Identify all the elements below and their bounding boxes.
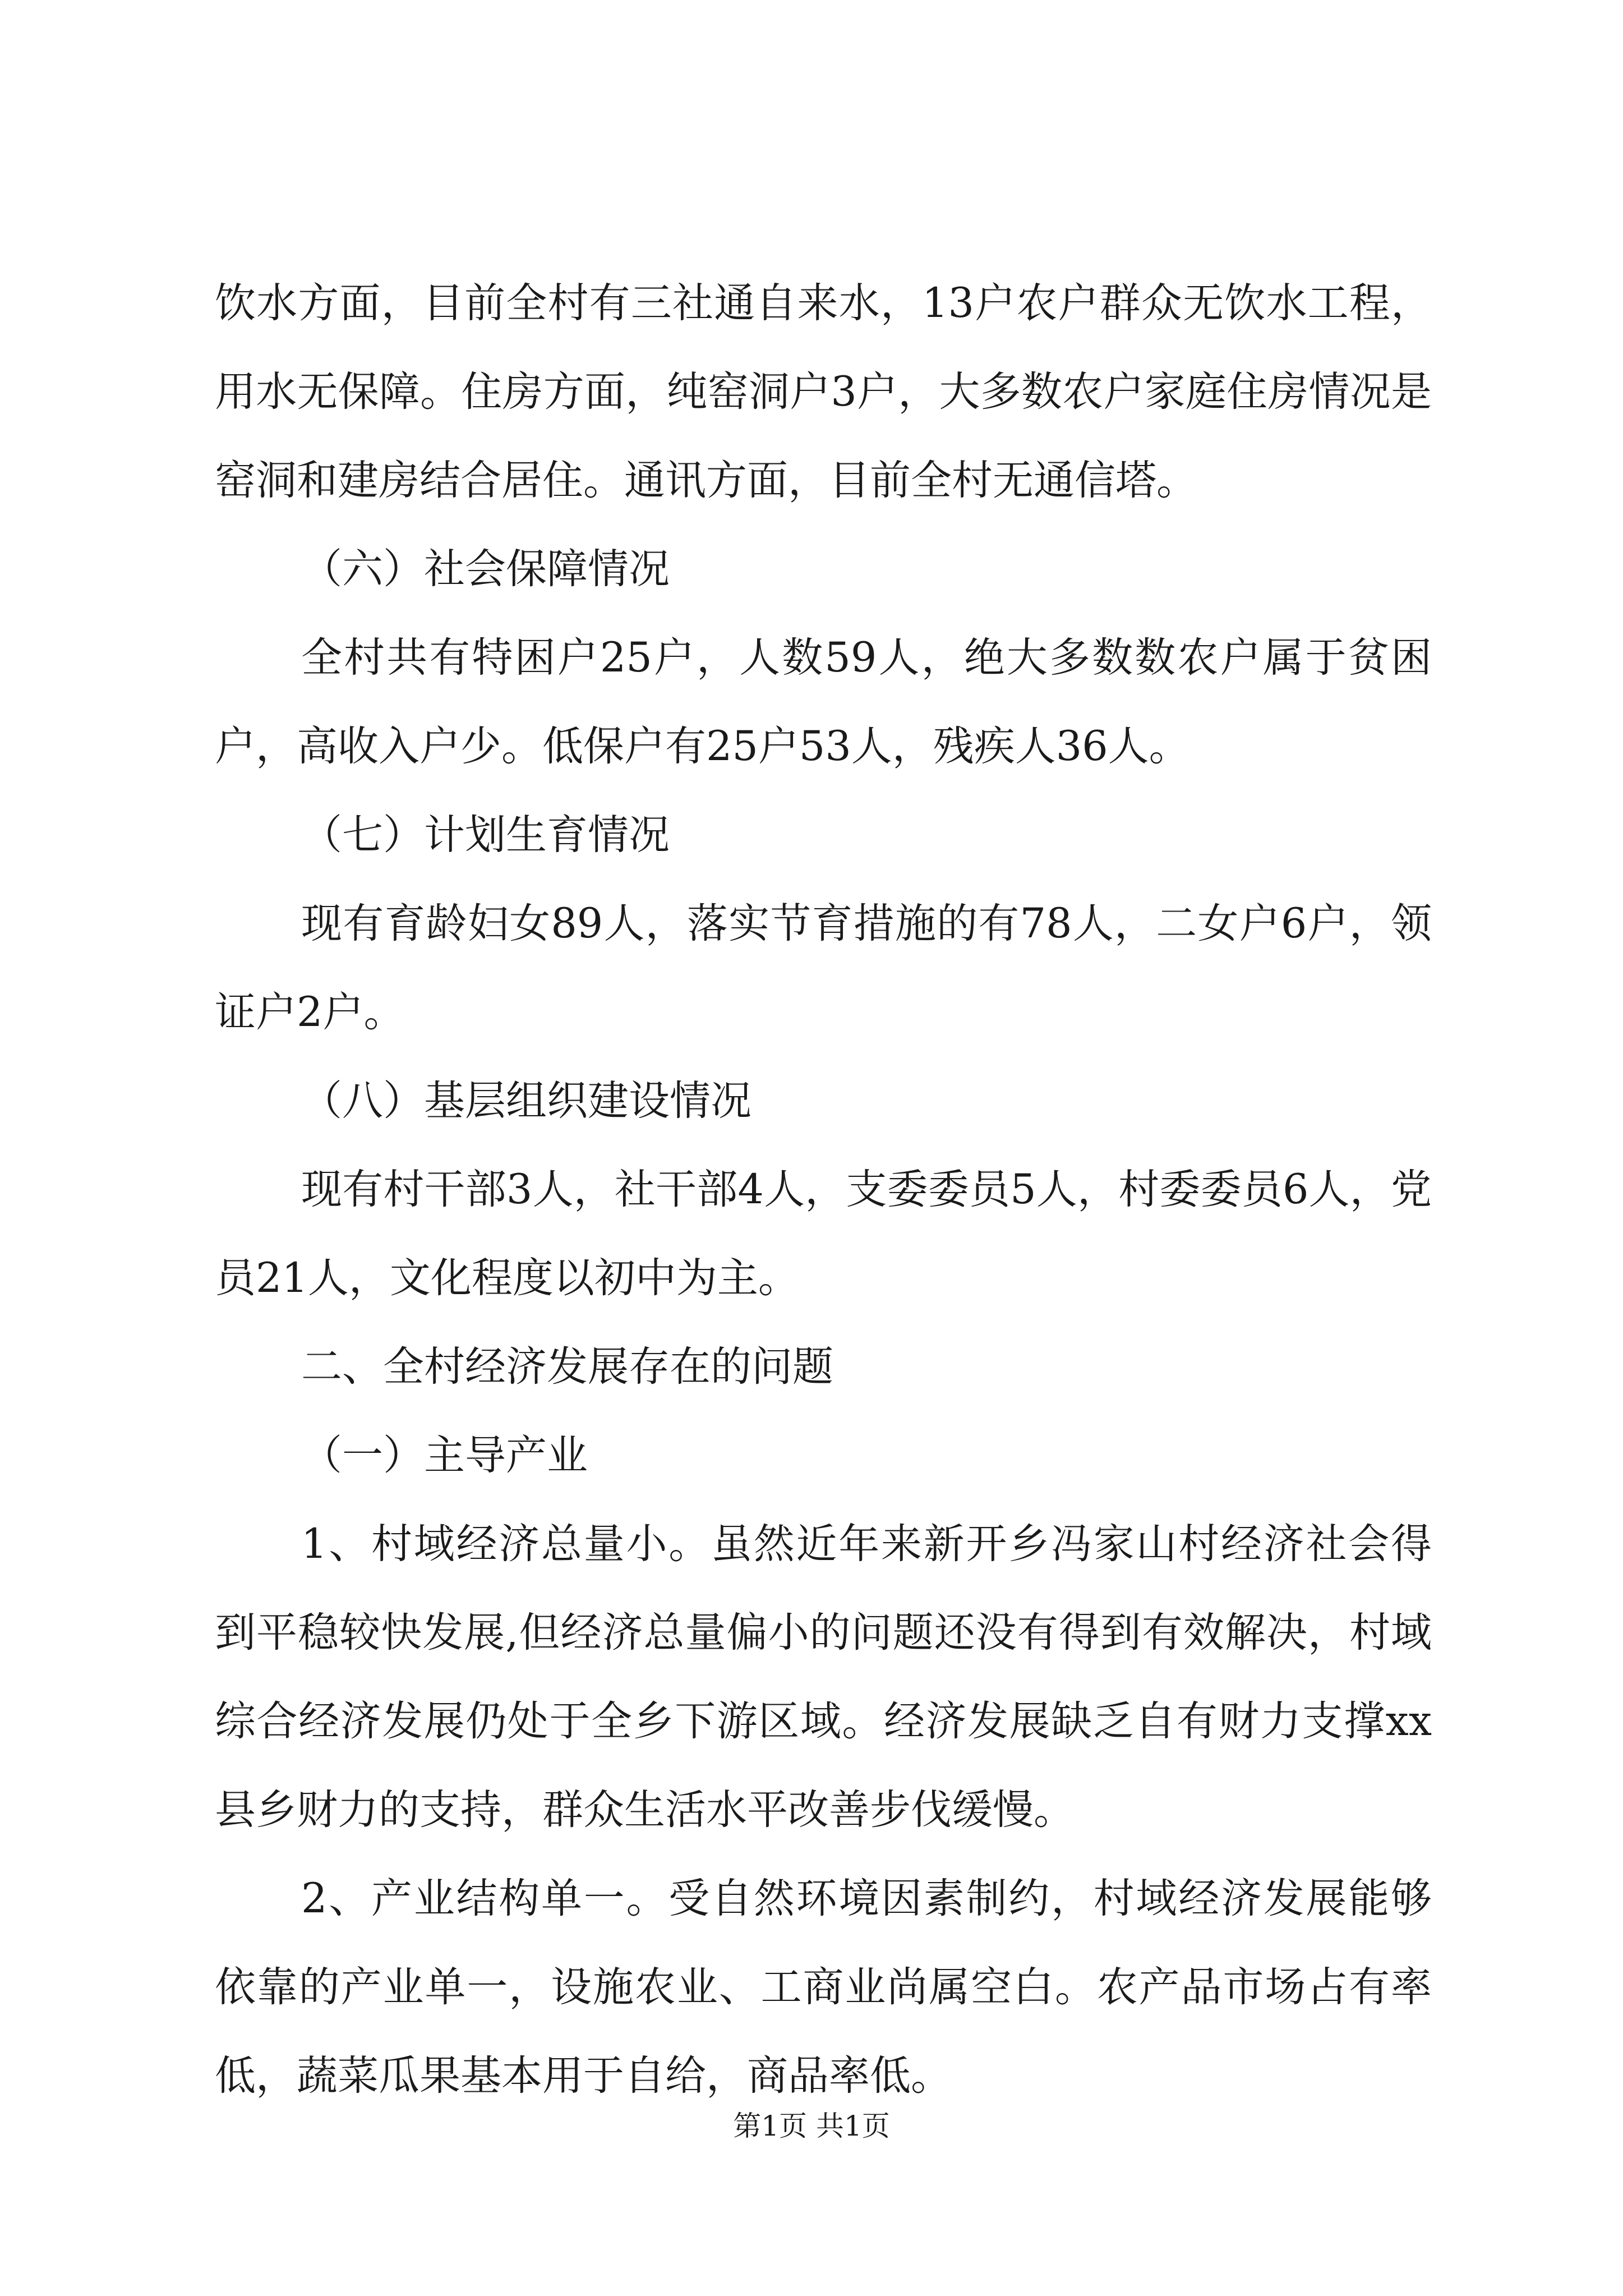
page-footer: 第1页 共1页 <box>733 2110 890 2142</box>
paragraph-water-housing-telecom: 饮水方面，目前全村有三社通自来水，13户农户群众无饮水工程，用水无保障。住房方面，纯窑洞户3户，大多数农户家庭住房情况是窑洞和建房结合居住。通讯方面，目前全村无通信塔。 <box>215 279 1432 504</box>
paragraph-social-security: 全村共有特困户25户，人数59人，绝大多数数农户属于贫困户，高收入户少。低保户有25户53人，残疾人36人。 <box>215 634 1432 770</box>
heading-family-planning: （七）计划生育情况 <box>301 811 670 859</box>
heading-grassroots-organization: （八）基层组织建设情况 <box>301 1077 751 1125</box>
paragraph-industry-structure: 2、产业结构单一。受自然环境因素制约，村域经济发展能够依靠的产业单一，设施农业、工商业尚属空白。农产品市场占有率低，蔬菜瓜果基本用于自给，商品率低。 <box>215 1875 1432 2100</box>
heading-economic-problems: 二、全村经济发展存在的问题 <box>301 1343 833 1391</box>
paragraph-family-planning: 现有育龄妇女89人，落实节育措施的有78人，二女户6户，领证户2户。 <box>215 900 1432 1036</box>
paragraph-grassroots-organization: 现有村干部3人，社干部4人，支委委员5人，村委委员6人，党员21人，文化程度以初中为主。 <box>215 1166 1432 1302</box>
heading-social-security: （六）社会保障情况 <box>301 545 670 593</box>
heading-leading-industry: （一）主导产业 <box>301 1432 588 1479</box>
document-body <box>215 259 1432 2120</box>
paragraph-economic-scale: 1、村域经济总量小。虽然近年来新开乡冯家山村经济社会得到平稳较快发展,但经济总量偏小的问题还没有得到有效解决，村域综合经济发展仍处于全乡下游区域。经济发展缺乏自有财力支撑xx县乡财力的支持，群众生活水平改善步伐缓慢。 <box>215 1520 1432 1834</box>
